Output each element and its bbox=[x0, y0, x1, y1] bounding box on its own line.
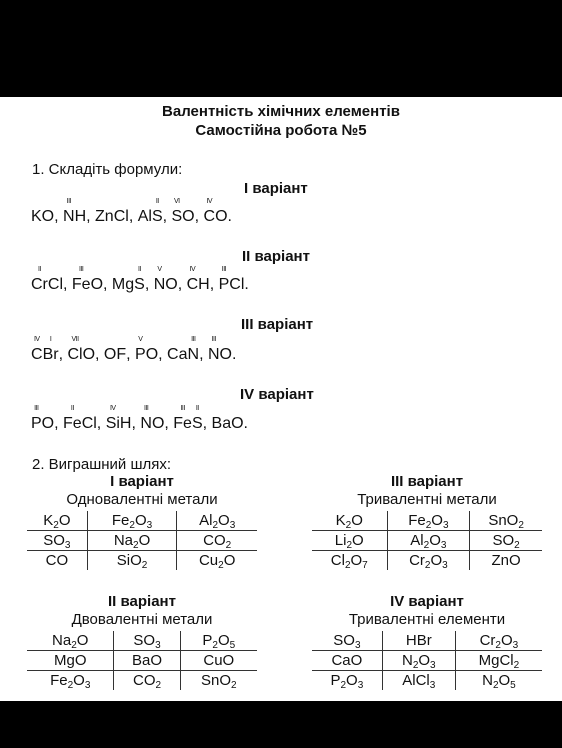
element-symbol: Al bbox=[137, 208, 152, 225]
grid-row bbox=[312, 671, 542, 691]
valence-mark: II bbox=[70, 405, 74, 412]
element-symbol: Fe III bbox=[173, 405, 192, 432]
valence-mark: I bbox=[49, 336, 52, 343]
formula-cell[interactable]: $Li_2O$ bbox=[312, 531, 387, 551]
element-symbol: Br I bbox=[42, 336, 59, 363]
task1-variant-label: I варіант bbox=[244, 180, 308, 197]
element-symbol: H bbox=[74, 208, 87, 225]
formula-cell[interactable]: $CO_2$ bbox=[177, 531, 257, 551]
formula-item bbox=[31, 405, 55, 433]
element-symbol: O bbox=[165, 276, 178, 293]
formula-item bbox=[137, 198, 163, 226]
element-symbol: C IV bbox=[186, 266, 199, 293]
formula-cell[interactable]: $SO_3$ bbox=[312, 631, 382, 651]
formula-item bbox=[207, 336, 232, 364]
valence-mark: IV bbox=[109, 405, 116, 412]
element-symbol: Ca bbox=[167, 346, 188, 363]
formula-cell[interactable]: $N_2O_3$ bbox=[382, 651, 455, 671]
formula-item bbox=[218, 266, 245, 294]
valence-mark: III bbox=[66, 198, 71, 205]
block-variant-label: III варіант bbox=[390, 473, 464, 490]
grid-row bbox=[27, 651, 257, 671]
grid-row bbox=[27, 531, 257, 551]
block-caption: Двовалентні метали bbox=[71, 611, 213, 628]
block-caption: Тривалентні метали bbox=[357, 491, 497, 508]
block-variant-label: IV варіант bbox=[390, 593, 464, 610]
formula-cell[interactable]: $P_2O_5$ bbox=[180, 631, 257, 651]
game-grid bbox=[312, 511, 542, 570]
valence-mark: V bbox=[157, 266, 162, 273]
formula-item bbox=[167, 336, 200, 364]
formula-cell[interactable]: MgCl$_2$ bbox=[455, 651, 542, 671]
element-symbol: O bbox=[145, 346, 159, 363]
element-symbol: S VI bbox=[171, 198, 183, 225]
element-symbol: O bbox=[41, 415, 55, 432]
formula-item bbox=[186, 266, 210, 294]
formula-item bbox=[104, 346, 126, 364]
formula-cell[interactable]: AlCl$_3$ bbox=[382, 671, 455, 691]
game-grid bbox=[312, 631, 542, 690]
valence-mark: IV bbox=[33, 336, 40, 343]
formula-item bbox=[63, 198, 87, 226]
element-symbol: S II bbox=[134, 266, 145, 293]
element-symbol: H bbox=[198, 276, 210, 293]
formula-item bbox=[31, 336, 59, 364]
element-symbol: Cl bbox=[47, 276, 63, 293]
formula-cell[interactable]: $Al_2O_3$ bbox=[387, 531, 470, 551]
grid-row bbox=[312, 631, 542, 651]
game-block bbox=[312, 473, 542, 570]
formula-line: KO, N III H, ZnCl, AlS II , S VI O, C IV O. bbox=[31, 198, 232, 225]
element-symbol: Zn bbox=[95, 208, 114, 225]
element-symbol: O bbox=[215, 208, 228, 225]
element-symbol: Cr II bbox=[31, 266, 48, 293]
formula-cell[interactable]: $K_2O$ bbox=[312, 511, 387, 531]
valence-mark: V bbox=[138, 336, 143, 343]
formula-cell[interactable]: $CO_2$ bbox=[114, 671, 180, 691]
formula-line: C IV Br I , Cl VII O, OF, P V O, CaN III , N III O. bbox=[31, 336, 237, 363]
element-symbol: Fe II bbox=[63, 405, 82, 432]
formula-item bbox=[153, 266, 178, 294]
worksheet-page bbox=[0, 97, 562, 701]
game-block bbox=[27, 593, 257, 690]
element-symbol: C IV bbox=[203, 198, 216, 225]
game-block bbox=[27, 473, 257, 570]
valence-mark: III bbox=[180, 405, 185, 412]
valence-mark: II bbox=[195, 405, 199, 412]
game-grid bbox=[27, 511, 257, 570]
formula-cell[interactable]: $Cr_2O_3$ bbox=[387, 551, 470, 571]
formula-item bbox=[31, 208, 54, 226]
valence-mark: III bbox=[191, 336, 196, 343]
element-symbol: O bbox=[90, 276, 104, 293]
formula-item bbox=[105, 405, 132, 433]
element-symbol: N V bbox=[153, 266, 166, 293]
grid-row bbox=[312, 511, 542, 531]
element-symbol: P III bbox=[218, 266, 230, 293]
formula-cell[interactable]: $Na_2O$ bbox=[87, 531, 177, 551]
element-symbol: Cl bbox=[81, 415, 97, 432]
formula-item bbox=[31, 266, 63, 294]
element-symbol: N III bbox=[207, 336, 220, 363]
element-symbol: Fe III bbox=[71, 266, 91, 293]
game-grid bbox=[27, 631, 257, 690]
formula-cell[interactable]: ZnO bbox=[491, 552, 521, 569]
valence-mark: III bbox=[221, 266, 227, 273]
page-subtitle: Самостійна робота №5 bbox=[195, 122, 367, 139]
formula-item bbox=[212, 415, 244, 433]
valence-mark: IV bbox=[189, 266, 196, 273]
page-title: Валентність хімічних елементів bbox=[162, 103, 400, 120]
element-symbol: O bbox=[151, 415, 165, 432]
element-symbol: Ba bbox=[211, 415, 232, 432]
formula-item bbox=[63, 405, 97, 433]
grid-row bbox=[27, 631, 257, 651]
formula-cell[interactable]: $Fe_2O_3$ bbox=[387, 511, 470, 531]
grid-row bbox=[312, 651, 542, 671]
valence-mark: III bbox=[79, 266, 84, 273]
block-variant-label: II варіант bbox=[108, 593, 176, 610]
valence-mark: III bbox=[211, 336, 216, 343]
formula-cell[interactable]: $P_2O_3$ bbox=[312, 671, 382, 691]
grid-row bbox=[312, 551, 542, 571]
formula-item bbox=[140, 405, 165, 433]
formula-item bbox=[203, 198, 228, 226]
formula-item bbox=[71, 266, 104, 294]
formula-cell[interactable]: MgO bbox=[27, 651, 114, 671]
formula-cell[interactable]: $Fe_2O_3$ bbox=[87, 511, 177, 531]
element-symbol: S II bbox=[151, 198, 163, 225]
element-symbol: P V bbox=[135, 336, 146, 363]
element-symbol: K bbox=[31, 208, 42, 225]
formula-cell[interactable]: CuO bbox=[180, 651, 257, 671]
element-symbol: Cl bbox=[229, 276, 245, 293]
block-variant-label: I варіант bbox=[110, 473, 174, 490]
formula-item bbox=[95, 208, 129, 226]
element-symbol: O bbox=[41, 208, 55, 225]
element-symbol: S II bbox=[191, 405, 203, 432]
formula-cell[interactable]: $Fe_2O_3$ bbox=[27, 671, 114, 691]
formula-cell[interactable]: $Na_2O$ bbox=[27, 631, 114, 651]
formula-line: P III O, Fe II Cl, Si IV H, N III O, Fe III S II , BaO. bbox=[31, 405, 248, 432]
formula-cell[interactable]: SnO$_2$ bbox=[201, 672, 237, 691]
element-symbol: O bbox=[182, 208, 195, 225]
formula-line: Cr II Cl, Fe III O, MgS II , N V O, C IV H, P III Cl. bbox=[31, 266, 249, 293]
valence-mark: III bbox=[34, 405, 39, 412]
formula-cell[interactable]: $K_2O$ bbox=[27, 511, 87, 531]
grid-row bbox=[27, 671, 257, 691]
formula-cell[interactable]: $N_2O_5$ bbox=[482, 672, 516, 691]
element-symbol: P III bbox=[31, 405, 42, 432]
element-symbol: Cl bbox=[113, 208, 129, 225]
element-symbol: Si IV bbox=[105, 405, 120, 432]
formula-cell[interactable]: $Al_2O_3$ bbox=[177, 511, 257, 531]
element-symbol: N III bbox=[63, 198, 75, 225]
formula-cell[interactable]: SiO$_2$ bbox=[87, 551, 177, 571]
formula-cell[interactable]: CO bbox=[27, 551, 87, 571]
valence-mark: VII bbox=[71, 336, 79, 343]
grid-row bbox=[312, 531, 542, 551]
formula-cell[interactable]: $SO_2$ bbox=[470, 531, 542, 551]
task1-variant-label: III варіант bbox=[241, 316, 314, 333]
task2-heading: 2. Виграшний шлях: bbox=[32, 456, 172, 473]
element-symbol: O bbox=[219, 346, 232, 363]
element-symbol: H bbox=[119, 415, 132, 432]
element-symbol: C IV bbox=[31, 336, 43, 363]
valence-mark: III bbox=[143, 405, 149, 412]
formula-cell[interactable]: $SO_3$ bbox=[114, 631, 180, 651]
element-symbol: Mg bbox=[111, 276, 135, 293]
formula-item bbox=[173, 405, 203, 433]
element-symbol: F bbox=[116, 346, 127, 363]
grid-row bbox=[27, 551, 257, 571]
formula-cell[interactable]: BaO bbox=[114, 651, 180, 671]
block-caption: Одновалентні метали bbox=[66, 491, 218, 508]
element-symbol: O bbox=[82, 346, 96, 363]
valence-mark: II bbox=[155, 198, 159, 205]
task1-variant-label: II варіант bbox=[242, 248, 310, 265]
valence-mark: IV bbox=[206, 198, 213, 205]
formula-item bbox=[67, 336, 96, 364]
game-block bbox=[312, 593, 542, 690]
grid-row bbox=[27, 511, 257, 531]
formula-item bbox=[135, 336, 159, 364]
formula-cell[interactable]: $SO_3$ bbox=[27, 531, 87, 551]
formula-cell[interactable]: $Cr_2O_3$ bbox=[455, 631, 542, 651]
element-symbol: O bbox=[231, 415, 244, 432]
formula-cell[interactable]: SnO$_2$ bbox=[470, 511, 542, 531]
element-symbol: N III bbox=[187, 336, 200, 363]
valence-mark: II bbox=[138, 266, 141, 273]
element-symbol: O bbox=[103, 346, 117, 363]
valence-mark: II bbox=[38, 266, 41, 273]
formula-cell[interactable]: $Cu_2O$ bbox=[198, 552, 236, 571]
valence-mark: VI bbox=[174, 198, 180, 205]
task1-heading: 1. Складіть формули: bbox=[32, 161, 183, 178]
element-symbol: N III bbox=[140, 405, 152, 432]
element-symbol: Cl VII bbox=[67, 336, 83, 363]
formula-cell[interactable]: $Cl_2O_7$ bbox=[312, 551, 387, 571]
task1-variant-label: IV варіант bbox=[240, 386, 314, 403]
block-caption: Тривалентні елементи bbox=[348, 611, 506, 628]
formula-item bbox=[171, 198, 195, 226]
formula-cell[interactable]: CaO bbox=[312, 651, 382, 671]
formula-item bbox=[111, 266, 145, 294]
formula-cell[interactable]: HBr bbox=[382, 631, 455, 651]
